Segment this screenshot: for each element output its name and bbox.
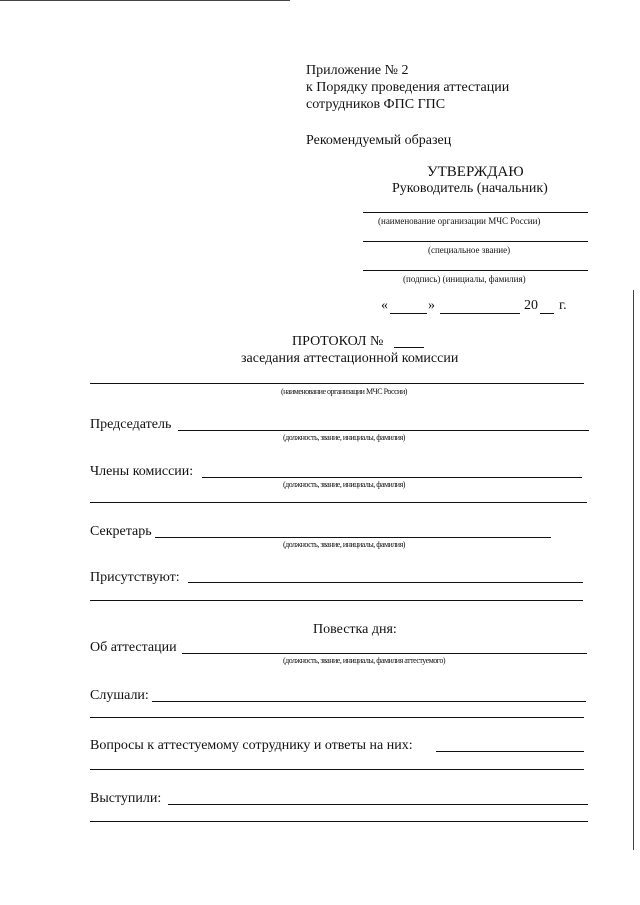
date-year-suffix: г.: [559, 298, 567, 313]
heard-line-1[interactable]: [152, 701, 586, 702]
members-line-2[interactable]: [90, 502, 587, 503]
secretary-caption: (должность, звание, инициалы, фамилия): [283, 540, 405, 549]
date-month-line[interactable]: [440, 313, 520, 314]
members-label: Члены комиссии:: [90, 464, 194, 479]
questions-line-1[interactable]: [436, 751, 584, 752]
scan-right-edge: [633, 290, 634, 850]
present-line-2[interactable]: [90, 600, 583, 601]
members-line-1[interactable]: [202, 477, 582, 478]
spoke-line-2[interactable]: [90, 821, 588, 822]
present-line-1[interactable]: [188, 582, 583, 583]
date-year-line[interactable]: [540, 313, 554, 314]
protocol-title: ПРОТОКОЛ №: [292, 334, 384, 349]
protocol-org-line[interactable]: [90, 383, 584, 384]
members-caption: (должность, звание, инициалы, фамилия): [283, 480, 405, 489]
approver-signature-caption: (подпись) (инициалы, фамилия): [403, 274, 526, 284]
protocol-org-caption: (наименование организации МЧС России): [281, 387, 407, 396]
present-label: Присутствуют:: [90, 570, 180, 585]
questions-line-2[interactable]: [90, 769, 584, 770]
date-day-line[interactable]: [390, 313, 427, 314]
approver-org-line[interactable]: [363, 212, 588, 213]
approver-position: Руководитель (начальник): [392, 181, 548, 196]
date-quote-open: «: [381, 298, 388, 313]
about-attestation-label: Об аттестации: [90, 640, 177, 655]
questions-label: Вопросы к аттестуемому сотруднику и ответы на них:: [90, 738, 413, 753]
spoke-line-1[interactable]: [168, 804, 588, 805]
attestee-caption: (должность, звание, инициалы, фамилия аттестуемого): [283, 656, 446, 665]
about-attestation-line[interactable]: [182, 653, 587, 654]
recommended-sample: Рекомендуемый образец: [306, 133, 452, 148]
secretary-label: Секретарь: [90, 524, 152, 539]
protocol-subtitle: заседания аттестационной комиссии: [241, 351, 459, 366]
spoke-label: Выступили:: [90, 791, 162, 806]
scan-top-edge: [0, 0, 290, 1]
approver-org-caption: (наименование организации МЧС России): [378, 216, 541, 226]
date-quote-close: »: [428, 298, 435, 313]
approver-rank-caption: (специальное звание): [428, 245, 511, 255]
protocol-number-line[interactable]: [394, 347, 424, 348]
appendix-staff: сотрудников ФПС ГПС: [306, 97, 446, 112]
approver-rank-line[interactable]: [363, 241, 588, 242]
chairman-caption: (должность, звание, инициалы, фамилия): [283, 433, 405, 442]
chairman-label: Председатель: [90, 417, 172, 432]
date-year-prefix: 20: [524, 298, 538, 313]
approve-heading: УТВЕРЖДАЮ: [427, 164, 524, 180]
approver-signature-line[interactable]: [363, 270, 588, 271]
appendix-order: к Порядку проведения аттестации: [306, 80, 510, 95]
agenda-heading: Повестка дня:: [313, 622, 397, 637]
heard-label: Слушали:: [90, 688, 149, 703]
secretary-line[interactable]: [155, 537, 551, 538]
chairman-line[interactable]: [178, 430, 589, 431]
heard-line-2[interactable]: [90, 717, 584, 718]
appendix-number: Приложение № 2: [306, 63, 409, 78]
